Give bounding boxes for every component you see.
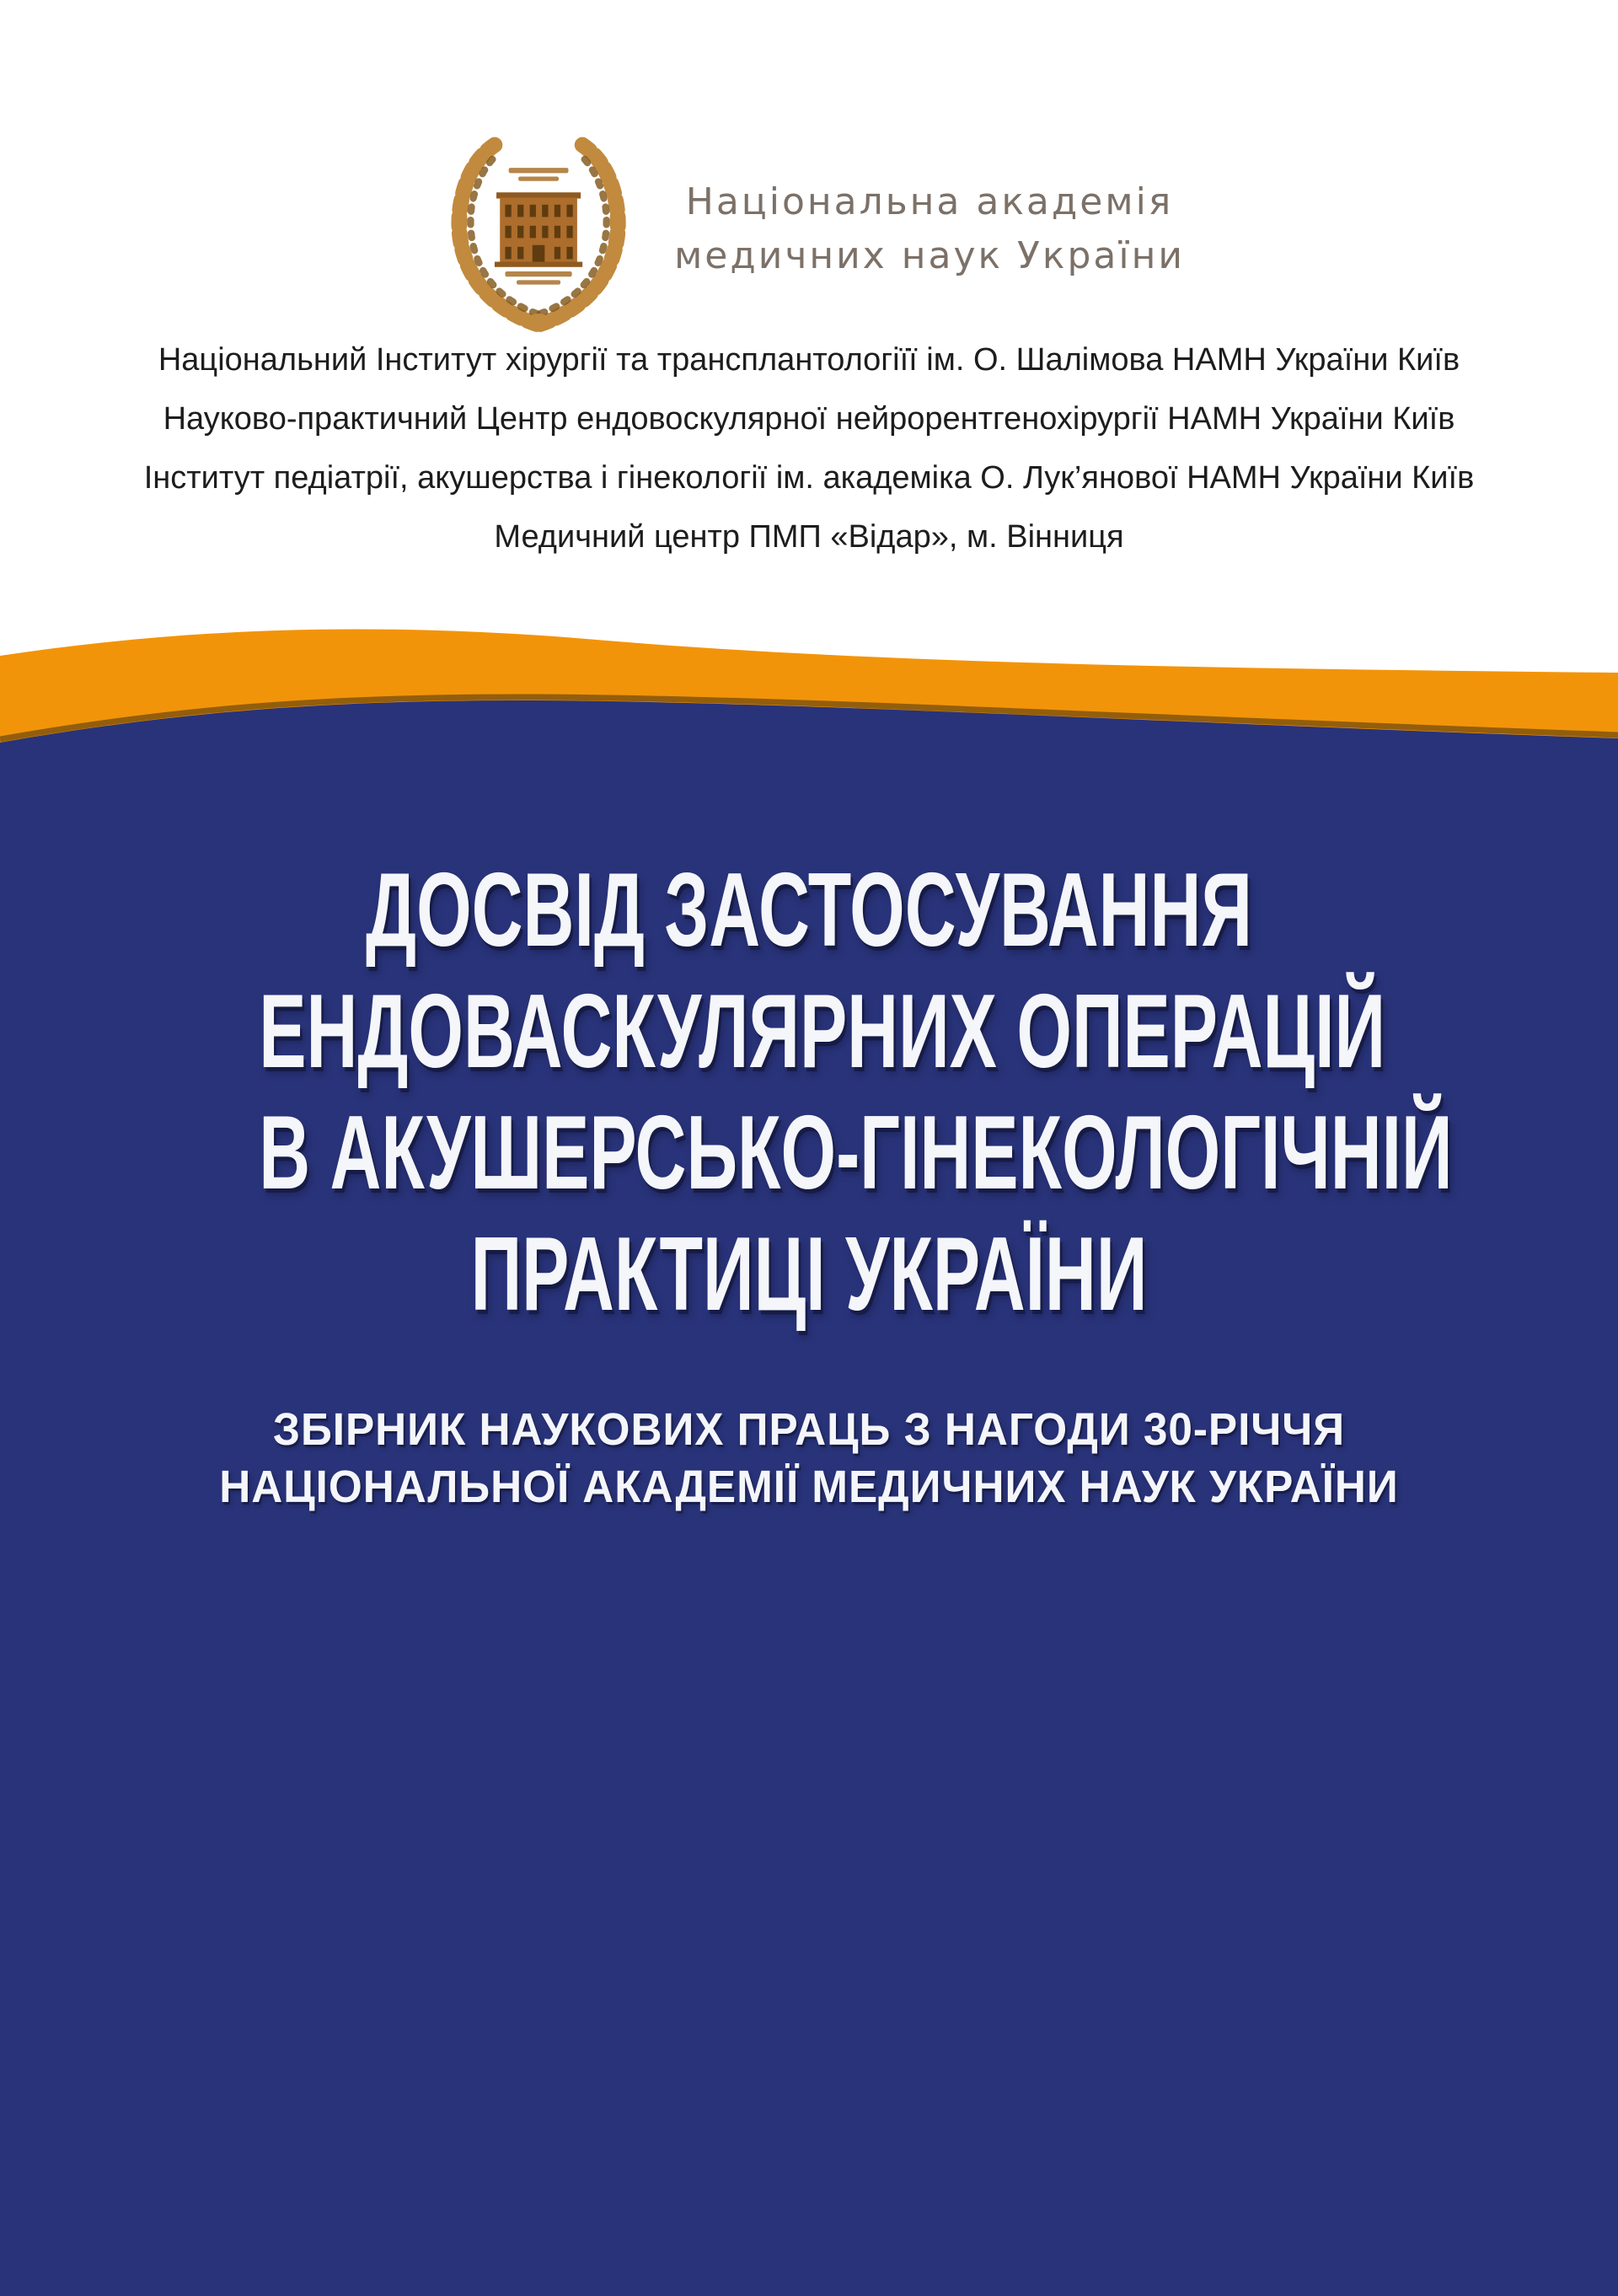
institution-line-3: Інститут педіатрії, акушерства і гінекології ім. академіка О. Лук’янової НАМН України Київ: [143, 460, 1475, 496]
cover-title: [259, 850, 1453, 1335]
academy-brand: [433, 123, 1185, 335]
title-line-4: ПРАКТИЦІ УКРАЇНИ: [470, 1216, 1148, 1333]
subtitle-line-2: НАЦІОНАЛЬНОЇ АКАДЕМІЇ МЕДИЧНИХ НАУК УКРАЇНИ: [219, 1462, 1399, 1512]
cover-subtitle: [40, 1401, 1578, 1515]
wreath-knot: [526, 314, 550, 330]
title-line-3: В АКУШЕРСЬКО-ГІНЕКОЛОГІЧНІЙ: [259, 1095, 1453, 1211]
subtitle-line-1: ЗБІРНИК НАУКОВИХ ПРАЦЬ З НАГОДИ 30-РІЧЧЯ: [272, 1404, 1346, 1455]
academy-name: [674, 175, 1185, 283]
institution-line-1: Національний Інститут хірургії та трансплантологіїї ім. О. Шалімова НАМН України Київ: [158, 342, 1460, 378]
academy-name-line-1: Національна академія: [685, 180, 1174, 223]
academy-emblem-logo: [433, 124, 644, 335]
emblem-building: [495, 192, 582, 267]
title-line-2: ЕНДОВАСКУЛЯРНИХ ОПЕРАЦІЙ: [259, 974, 1386, 1090]
institution-line-2: Науково-практичний Центр ендовоскулярної нейрорентгенохірургії НАМН України Київ: [163, 401, 1455, 437]
title-line-1: ДОСВІД ЗАСТОСУВАННЯ: [365, 852, 1252, 968]
institution-list: [0, 330, 1618, 566]
institution-line-4: Медичний центр ПМП «Відар», м. Вінниця: [494, 519, 1124, 555]
academy-name-line-2: медичних наук України: [674, 234, 1185, 277]
